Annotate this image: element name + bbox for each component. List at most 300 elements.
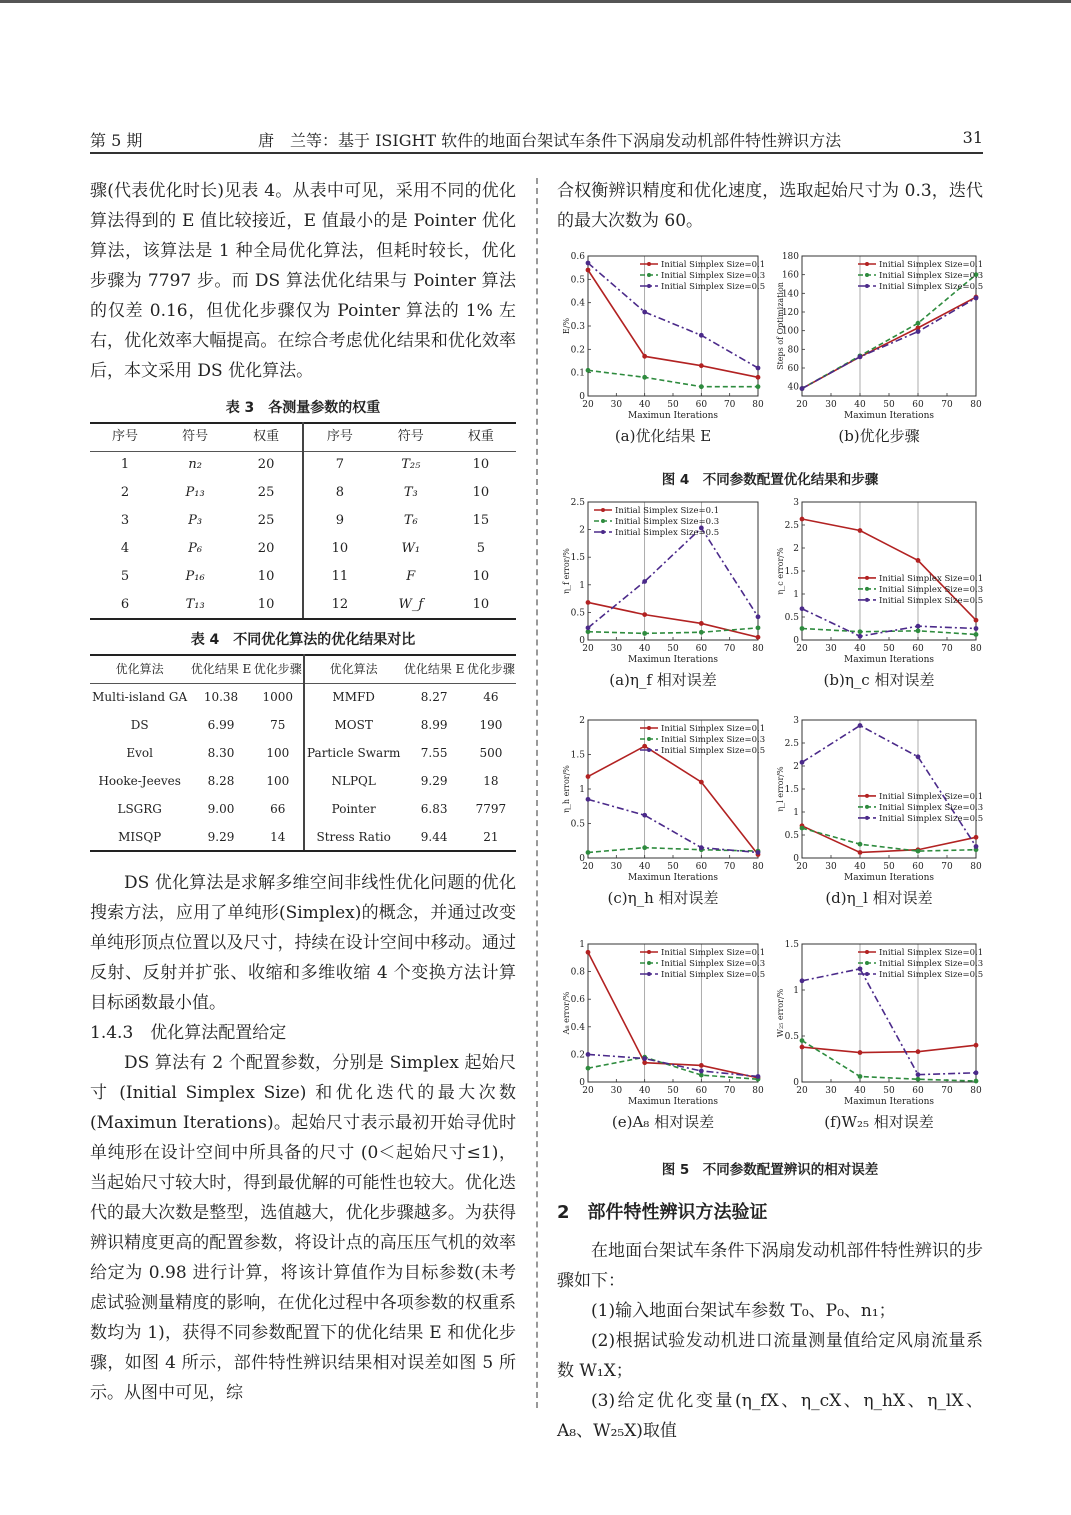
table-cell: 10.38 [203, 690, 239, 705]
data-point [699, 1063, 704, 1068]
chart-svg [774, 496, 984, 670]
y-tick-label: 40 [787, 382, 799, 393]
x-tick-label: 30 [610, 862, 623, 872]
data-point [974, 632, 979, 637]
y-tick-label: 0 [793, 1078, 799, 1088]
table-cell: Particle Swarm [307, 746, 401, 760]
data-point [800, 606, 805, 611]
x-tick-label: 50 [883, 644, 895, 654]
legend-marker [647, 972, 651, 976]
table-cell: 9.29 [420, 774, 448, 788]
series-line [588, 1054, 758, 1076]
data-point [586, 268, 591, 273]
table-cell: MISQP [90, 823, 189, 851]
data-point [916, 1077, 921, 1082]
legend-marker [865, 794, 869, 798]
data-point [642, 579, 647, 584]
paragraph-2: DS 优化算法是求解多维空间非线性优化问题的优化搜索方法，应用了单纯形(Simplex)的概念，并通过改变单纯形顶点位置以及尺寸，持续在设计空间中移动。通过反射、反射并扩张、收缩和多维收缩 4 个变换方法计算目标函数最小值。 [90, 873, 516, 1013]
table-cell: 20 [230, 535, 303, 563]
table-row [90, 451, 516, 479]
data-point [800, 826, 805, 831]
y-tick-label: 0.5 [570, 819, 585, 830]
table-cell: 18 [483, 774, 499, 788]
table-header-cell: 优化结果 E [189, 655, 252, 683]
x-tick-label: 60 [912, 1086, 924, 1096]
x-tick-label: 70 [723, 644, 736, 654]
table-cell: 7.55 [420, 746, 448, 760]
x-tick-label: 40 [638, 400, 651, 410]
legend-entry: Initial Simplex Size=0.3 [615, 517, 720, 527]
data-point [858, 1074, 863, 1079]
data-point [586, 261, 591, 266]
y-tick-label: 2 [793, 762, 799, 772]
subfigure-label: (b)η_c 相对误差 [823, 671, 935, 689]
legend-marker [601, 519, 605, 523]
paragraph-3: DS 算法有 2 个配置参数，分别是 Simplex 起始尺寸 (Initial Simplex Size) 和优化迭代的最大次数 (Maximun Iterations)。起始尺寸表示最初开始寻优时单纯形在设计空间中所具备的尺寸 (0＜起始尺寸≤1)，当起始尺寸较大时，得到最优解的可能性也较大。优化迭代的最大次数是整型，选值越大，优化步骤越多。为获得辨识精度更高的配置参数，将设计点的高压压气机的效率给定为 0.98 进行计算，将该计算值作为目标参数(未考虑试验测量精度的影响，在优化过程中各项参数的权重系数均为 1)，获得不同参数配置下的优化结果 E 和优化步骤，如图 4 所示，部件特性辨识结果相对误差如图 5 所示。从图中可见，综 [90, 1053, 516, 1403]
data-point [642, 1056, 647, 1061]
y-tick-label: 0 [579, 1078, 585, 1088]
series-line [588, 799, 758, 852]
data-point [916, 624, 921, 629]
legend-entry: Initial Simplex Size=0.1 [879, 948, 984, 958]
x-tick-label: 60 [912, 400, 924, 410]
data-point [642, 845, 647, 850]
data-point [642, 1060, 647, 1065]
paragraph-continued: 合权衡辨识精度和优化速度，选取起始尺寸为 0.3，迭代的最大次数为 60。 [557, 181, 983, 231]
data-point [916, 754, 921, 759]
x-axis-label: Maximun Iterations [627, 1097, 719, 1107]
y-tick-label: 0.5 [570, 275, 585, 286]
y-tick-label: 1.5 [570, 553, 585, 564]
x-tick-label: 80 [752, 644, 764, 654]
step-1: (1)输入地面台架试车参数 T₀、P₀、n₁； [591, 1301, 896, 1321]
y-tick-label: 1 [579, 940, 585, 950]
table-cell: 11 [331, 569, 349, 584]
table-cell: Hooke-Jeeves [98, 774, 181, 788]
legend-marker [865, 805, 869, 809]
x-tick-label: 80 [970, 400, 982, 410]
y-axis-label: Steps of Optimization [776, 282, 785, 370]
x-tick-label: 50 [667, 862, 679, 872]
data-point [642, 310, 647, 315]
data-point [756, 1074, 761, 1079]
legend-entry: Initial Simplex Size=0.1 [879, 573, 984, 584]
table-cell: DS [130, 718, 149, 732]
series-line [802, 828, 976, 851]
subfigure-label: (a)优化结果 E [614, 427, 712, 445]
data-point [586, 368, 591, 373]
table-cell: Pointer [331, 802, 376, 816]
data-point [974, 626, 979, 631]
data-point [699, 333, 704, 338]
y-tick-label: 1 [579, 785, 585, 795]
data-point [858, 723, 863, 728]
series-line [802, 726, 976, 847]
series-line [588, 746, 758, 854]
x-tick-label: 70 [723, 1086, 736, 1096]
y-tick-label: 0 [793, 636, 799, 646]
series-line [588, 528, 758, 628]
table-cell: 14 [253, 823, 304, 851]
section2-paragraph: 在地面台架试车条件下涡扇发动机部件特性辨识的步骤如下： [557, 1241, 983, 1291]
y-tick-label: 140 [781, 289, 799, 300]
table-row [90, 535, 516, 563]
table-cell: 20 [230, 451, 303, 479]
table-row [90, 711, 516, 739]
x-tick-label: 60 [912, 862, 924, 872]
legend-entry: Initial Simplex Size=0.1 [661, 260, 766, 270]
y-tick-label: 0.1 [570, 368, 585, 379]
data-point [800, 386, 805, 391]
table-cell: W_f [376, 591, 446, 619]
section-2 [557, 1190, 983, 1446]
x-tick-label: 40 [638, 862, 651, 872]
data-point [642, 631, 647, 636]
x-tick-label: 50 [883, 400, 895, 410]
table-row [90, 683, 516, 711]
table-header-cell: 优化步骤 [253, 655, 304, 683]
table-header-cell: 序号 [303, 423, 376, 451]
table-cell: P₁₆ [185, 569, 205, 584]
data-point [586, 797, 591, 802]
table-cell: 9.29 [189, 823, 252, 851]
fig4-caption: 图 4 不同参数配置优化结果和步骤 [661, 472, 879, 488]
x-tick-label: 40 [854, 862, 866, 872]
legend-marker [865, 950, 869, 954]
x-tick-label: 20 [796, 1086, 808, 1096]
running-header [90, 124, 983, 156]
chart-4a [560, 250, 766, 446]
data-point [974, 296, 979, 301]
data-point [800, 626, 805, 631]
x-tick-label: 20 [582, 400, 594, 410]
x-tick-label: 50 [667, 1086, 679, 1096]
x-axis-label: Maximun Iterations [843, 655, 935, 665]
data-point [642, 612, 647, 617]
x-tick-label: 70 [941, 862, 953, 872]
fig5-caption: 图 5 不同参数配置辨识的相对误差 [661, 1162, 879, 1178]
plot-frame [802, 502, 976, 640]
table-cell: T₃ [403, 485, 418, 500]
data-point [916, 849, 921, 854]
legend-entry: Initial Simplex Size=0.3 [879, 802, 984, 813]
table-cell: T₁₃ [160, 591, 230, 619]
right-column [557, 176, 983, 236]
legend-entry: Initial Simplex Size=0.5 [879, 282, 984, 292]
table-cell: 4 [120, 541, 130, 556]
data-point [974, 618, 979, 623]
x-tick-label: 80 [752, 400, 764, 410]
data-point [642, 375, 647, 380]
x-tick-label: 50 [667, 644, 679, 654]
subfigure-label: (c)η_h 相对误差 [607, 889, 719, 907]
issue-number: 第 5 期 [90, 131, 143, 150]
series-line [802, 826, 976, 853]
table-cell: 10 [472, 569, 490, 584]
table-cell: 10 [331, 541, 349, 556]
y-tick-label: 3 [793, 716, 799, 726]
running-title: 唐 兰等：基于 ISIGHT 软件的地面台架试车条件下涡扇发动机部件特性辨识方法 [258, 131, 842, 150]
data-point [756, 625, 761, 630]
data-point [916, 1049, 921, 1054]
x-axis-label: Maximun Iterations [843, 411, 935, 421]
x-tick-label: 20 [582, 644, 594, 654]
y-axis-label: η_l error/% [776, 766, 785, 812]
data-point [586, 625, 591, 630]
chart-5e [560, 938, 766, 1132]
data-point [916, 321, 921, 326]
y-tick-label: 0.5 [784, 831, 799, 841]
table-cell: 46 [483, 690, 499, 705]
data-point [916, 329, 921, 334]
data-point [858, 629, 863, 634]
chart-5a [560, 496, 766, 690]
x-tick-label: 20 [582, 1086, 594, 1096]
subfigure-label: (d)η_l 相对误差 [825, 889, 933, 907]
table-row [90, 479, 516, 507]
data-point [642, 354, 647, 359]
x-tick-label: 20 [582, 862, 594, 872]
table-row [90, 591, 516, 619]
x-axis-label: Maximun Iterations [627, 655, 719, 665]
legend-entry: Initial Simplex Size=0.5 [661, 970, 766, 980]
table4-caption: 表 4 不同优化算法的优化结果对比 [190, 632, 416, 648]
table-cell: 9.44 [402, 823, 465, 851]
step-2: (2)根据试验发动机进口流量测量值给定风扇流量系数 W₁X； [557, 1331, 983, 1381]
table-cell: 25 [230, 507, 303, 535]
y-tick-label: 1.5 [784, 940, 799, 950]
y-tick-label: 1.5 [784, 567, 799, 577]
y-tick-label: 1 [579, 580, 585, 591]
data-point [858, 966, 863, 971]
legend-entry: Initial Simplex Size=0.3 [879, 959, 984, 969]
section-heading-1-4-3: 1.4.3 优化算法配置给定 [90, 1023, 287, 1043]
legend-marker [601, 530, 605, 534]
table-cell: 75 [253, 711, 304, 739]
y-tick-label: 100 [781, 326, 799, 337]
table-cell: 7 [335, 457, 344, 473]
table-header-cell: 优化算法 [304, 655, 403, 683]
table-cell: W₁ [401, 541, 421, 556]
data-point [642, 744, 647, 749]
table-cell: 10 [230, 563, 303, 591]
table-cell: 500 [479, 746, 503, 760]
data-point [974, 1070, 979, 1075]
table-header-cell: 符号 [160, 423, 230, 451]
legend-marker [865, 598, 869, 602]
data-point [800, 517, 805, 522]
legend-marker [647, 273, 651, 277]
x-axis-label: Maximun Iterations [843, 1097, 935, 1107]
y-tick-label: 0.2 [570, 345, 585, 356]
table-cell: 8.28 [207, 774, 235, 788]
table-cell: n₂ [188, 457, 202, 473]
data-point [858, 354, 863, 359]
y-axis-label: η_h error/% [562, 765, 571, 813]
table-row [90, 767, 516, 795]
y-tick-label: 1 [793, 808, 799, 818]
legend-entry: Initial Simplex Size=0.3 [661, 959, 766, 969]
table-cell: 7797 [475, 802, 507, 816]
table-4 [90, 654, 516, 852]
x-tick-label: 30 [825, 644, 837, 654]
data-point [800, 1038, 805, 1043]
table-cell: 6.83 [420, 802, 448, 816]
y-tick-label: 60 [787, 364, 799, 374]
y-tick-label: 0.5 [570, 608, 585, 619]
x-tick-label: 70 [941, 644, 953, 654]
data-point [974, 844, 979, 849]
x-tick-label: 80 [970, 862, 982, 872]
table-cell: 10 [472, 485, 490, 500]
x-tick-label: 50 [883, 1086, 895, 1096]
y-tick-label: 2.5 [570, 498, 585, 508]
y-axis-label: A₈ error/% [562, 991, 571, 1035]
y-tick-label: 0.5 [784, 613, 799, 623]
table-cell: MOST [334, 718, 373, 732]
x-axis-label: Maximun Iterations [627, 411, 719, 421]
legend-entry: Initial Simplex Size=0.3 [879, 584, 984, 595]
table-header-cell: 优化算法 [90, 655, 189, 683]
table-row [90, 739, 516, 767]
data-point [974, 835, 979, 840]
data-point [699, 780, 704, 785]
data-point [586, 600, 591, 605]
data-point [756, 366, 761, 371]
series-line [588, 1057, 758, 1079]
x-tick-label: 40 [638, 1086, 651, 1096]
data-point [699, 363, 704, 368]
table-header-cell: 序号 [90, 423, 160, 451]
table-cell: NLPQL [331, 774, 376, 788]
top-border [0, 0, 1071, 3]
table-cell: 100 [253, 739, 304, 767]
data-point [800, 760, 805, 765]
x-axis-label: Maximun Iterations [627, 873, 719, 883]
legend-entry: Initial Simplex Size=0.5 [661, 746, 766, 756]
y-tick-label: 0 [579, 636, 585, 646]
data-point [858, 1050, 863, 1055]
data-point [916, 1072, 921, 1077]
data-point [858, 842, 863, 847]
table-cell: 5 [120, 569, 130, 584]
y-axis-label: W₂₅ error/% [776, 988, 785, 1038]
legend-marker [647, 262, 651, 266]
y-tick-label: 1 [793, 986, 799, 996]
x-tick-label: 30 [825, 1086, 837, 1096]
table-cell: LSGRG [117, 802, 162, 816]
data-point [916, 628, 921, 633]
column-divider [536, 178, 538, 1408]
table-cell: Evol [126, 746, 153, 760]
series-line [588, 628, 758, 634]
table-cell: 100 [253, 767, 304, 795]
x-tick-label: 30 [825, 862, 837, 872]
x-tick-label: 40 [638, 644, 651, 654]
subfigure-label: (b)优化步骤 [838, 427, 920, 445]
legend-marker [647, 961, 651, 965]
x-tick-label: 20 [796, 400, 808, 410]
data-point [699, 845, 704, 850]
table-cell: 10 [446, 591, 516, 619]
y-tick-label: 0.4 [570, 298, 585, 309]
x-tick-label: 70 [941, 1086, 953, 1096]
table-cell: 10 [230, 591, 303, 619]
legend-entry: Initial Simplex Size=0.3 [661, 735, 766, 745]
legend-marker [647, 737, 651, 741]
table-cell: 3 [120, 513, 130, 528]
table-header-cell: 权重 [230, 423, 303, 451]
chart-svg [560, 938, 766, 1112]
data-point [756, 850, 761, 855]
table3-caption: 表 3 各测量参数的权重 [225, 400, 381, 416]
table-cell: 2 [120, 485, 130, 500]
table-cell: 15 [472, 513, 490, 528]
table-cell: P₆ [188, 541, 203, 556]
data-point [756, 375, 761, 380]
x-tick-label: 20 [796, 862, 808, 872]
series-line [802, 1041, 976, 1081]
x-tick-label: 30 [610, 644, 623, 654]
y-tick-label: 180 [781, 252, 799, 262]
x-tick-label: 80 [970, 1086, 982, 1096]
table-cell: 1 [120, 457, 130, 473]
x-tick-label: 40 [854, 644, 866, 654]
x-tick-label: 80 [752, 862, 764, 872]
legend-marker [865, 284, 869, 288]
table-cell: F [406, 569, 416, 584]
table4-header [90, 655, 516, 683]
x-tick-label: 30 [825, 400, 837, 410]
data-point [586, 850, 591, 855]
y-axis-label: η_f error/% [562, 548, 571, 594]
data-point [858, 850, 863, 855]
x-tick-label: 30 [610, 400, 623, 410]
legend-entry: Initial Simplex Size=0.3 [879, 271, 984, 281]
table-row [90, 823, 516, 851]
left-column [90, 176, 516, 1408]
legend-entry: Initial Simplex Size=0.5 [879, 595, 984, 606]
data-point [699, 1073, 704, 1078]
data-point [756, 614, 761, 619]
data-point [586, 1066, 591, 1071]
y-tick-label: 2 [793, 544, 799, 554]
y-tick-label: 1.5 [784, 785, 799, 795]
chart-svg [560, 714, 766, 888]
x-tick-label: 60 [695, 400, 708, 410]
legend-marker [647, 726, 651, 730]
x-tick-label: 50 [883, 862, 895, 872]
header-rule [90, 152, 983, 154]
x-tick-label: 60 [695, 644, 708, 654]
chart-svg [560, 250, 766, 426]
x-tick-label: 60 [695, 862, 708, 872]
data-point [586, 950, 591, 955]
table-cell: P₃ [188, 513, 203, 528]
legend-marker [865, 972, 869, 976]
table3-header [90, 423, 516, 451]
data-point [586, 1052, 591, 1057]
x-tick-label: 20 [796, 644, 808, 654]
subfigure-label: (a)η_f 相对误差 [609, 671, 717, 689]
table-cell: 25 [230, 479, 303, 507]
legend-entry: Initial Simplex Size=0.5 [879, 813, 984, 824]
table3-body [90, 451, 516, 619]
x-tick-label: 80 [752, 1086, 764, 1096]
y-tick-label: 0 [579, 392, 585, 402]
y-tick-label: 0.4 [570, 1022, 585, 1033]
x-tick-label: 70 [723, 400, 736, 410]
